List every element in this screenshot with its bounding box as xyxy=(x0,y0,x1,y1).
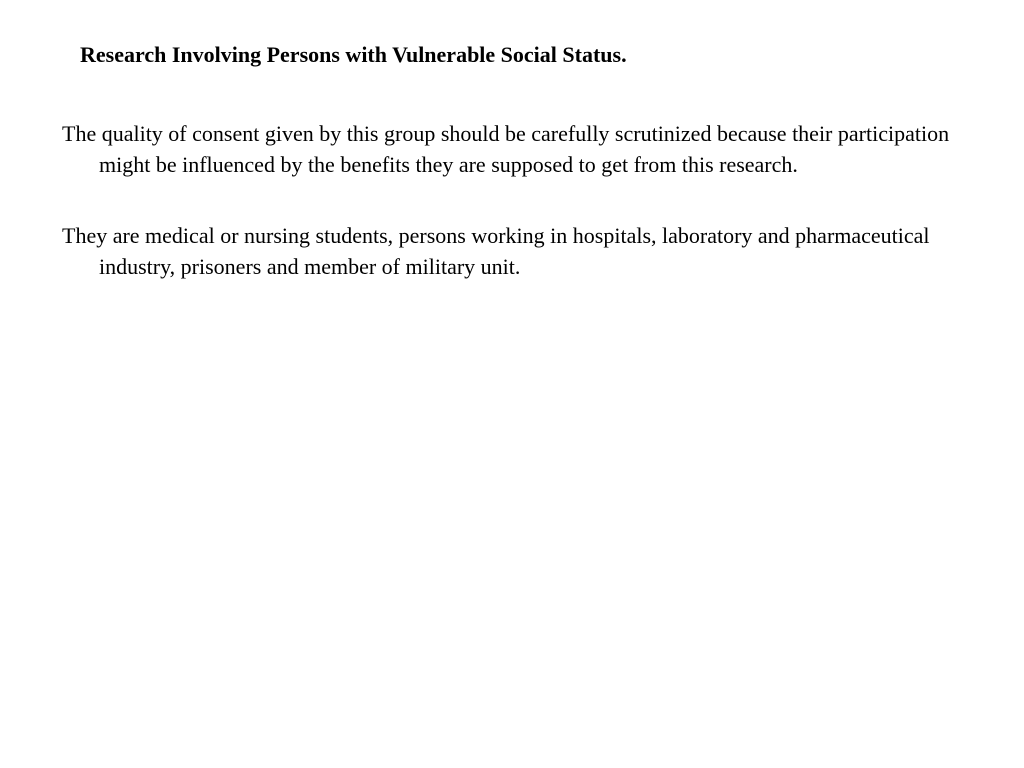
slide-body xyxy=(62,118,982,322)
slide-title: Research Involving Persons with Vulnerable Social Status. xyxy=(80,42,627,67)
paragraph-vulnerable-groups: They are medical or nursing students, persons working in hospitals, laboratory and pharmaceutical industry, prisoners and member of military unit. xyxy=(62,223,930,279)
paragraph-consent-quality: The quality of consent given by this group should be carefully scrutinized because their participation might be influenced by the benefits they are supposed to get from this research. xyxy=(62,121,950,177)
